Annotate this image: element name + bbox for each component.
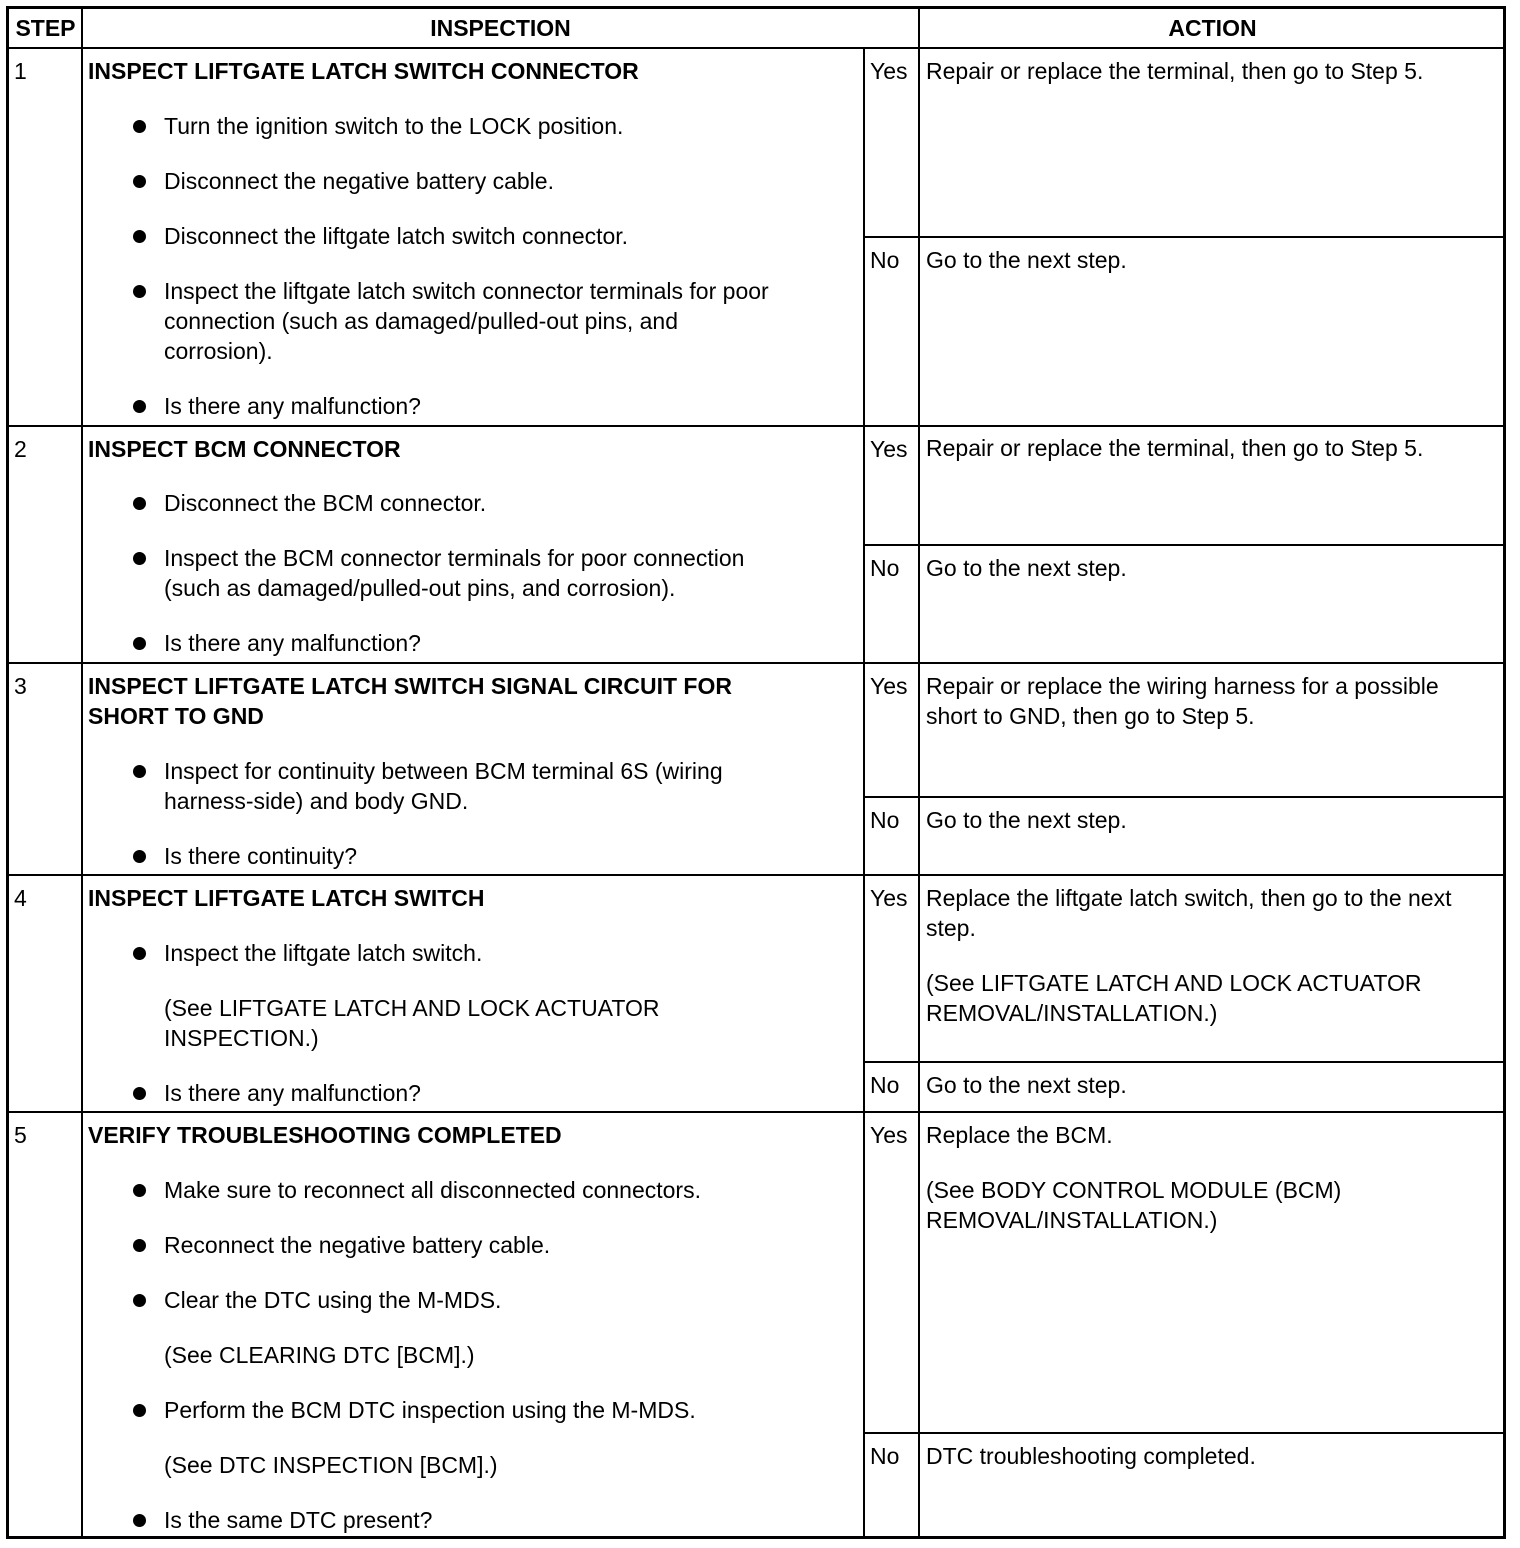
yes-action-text: (See LIFTGATE LATCH AND LOCK ACTUATOR xyxy=(926,970,1422,996)
bullet-icon xyxy=(133,1514,146,1527)
yes-action-text: short to GND, then go to Step 5. xyxy=(926,703,1255,729)
inspection-item: Disconnect the BCM connector. xyxy=(164,490,487,516)
bullet-icon xyxy=(133,1404,146,1417)
inspection-item: Is there any malfunction? xyxy=(164,630,421,656)
yes-action-text: (See BODY CONTROL MODULE (BCM) xyxy=(926,1177,1342,1203)
header-divider xyxy=(9,47,1506,49)
step-row-divider xyxy=(9,874,1506,876)
header-inspection: INSPECTION xyxy=(430,15,571,41)
column-divider-step xyxy=(81,9,83,1538)
reference-note: (See CLEARING DTC [BCM].) xyxy=(164,1342,475,1368)
yes-action-text: Repair or replace the wiring harness for a possible xyxy=(926,673,1439,699)
yes-action-text: REMOVAL/INSTALLATION.) xyxy=(926,1000,1218,1026)
bullet-icon xyxy=(133,1239,146,1252)
no-action-text: Go to the next step. xyxy=(926,247,1127,273)
no-label: No xyxy=(870,807,900,833)
column-divider-action xyxy=(918,9,920,1538)
reference-note: (See LIFTGATE LATCH AND LOCK ACTUATOR xyxy=(164,995,660,1021)
yes-action-text: Replace the BCM. xyxy=(926,1122,1113,1148)
step-title: INSPECT LIFTGATE LATCH SWITCH CONNECTOR xyxy=(88,58,639,84)
bullet-icon xyxy=(133,400,146,413)
reference-note: (See DTC INSPECTION [BCM].) xyxy=(164,1452,498,1478)
inspection-item: harness-side) and body GND. xyxy=(164,788,469,814)
yes-no-divider xyxy=(864,236,1506,238)
step-title: INSPECT LIFTGATE LATCH SWITCH SIGNAL CIRCUIT FOR xyxy=(88,673,732,699)
inspection-item: Is the same DTC present? xyxy=(164,1507,433,1533)
yes-no-divider xyxy=(864,544,1506,546)
step-number: 2 xyxy=(14,436,27,462)
no-label: No xyxy=(870,555,900,581)
step-number: 3 xyxy=(14,673,27,699)
yes-action-text: Replace the liftgate latch switch, then go to the next xyxy=(926,885,1452,911)
inspection-item: Inspect the BCM connector terminals for poor connection xyxy=(164,545,745,571)
no-action-text: Go to the next step. xyxy=(926,555,1127,581)
inspection-item: Make sure to reconnect all disconnected connectors. xyxy=(164,1177,701,1203)
yes-action-text: REMOVAL/INSTALLATION.) xyxy=(926,1207,1218,1233)
step-row-divider xyxy=(9,1111,1506,1113)
yes-action-text: Repair or replace the terminal, then go to Step 5. xyxy=(926,58,1424,84)
step-title: INSPECT LIFTGATE LATCH SWITCH xyxy=(88,885,485,911)
inspection-item: Perform the BCM DTC inspection using the M-MDS. xyxy=(164,1397,696,1423)
bullet-icon xyxy=(133,947,146,960)
header-step: STEP xyxy=(15,15,76,41)
inspection-item: Is there any malfunction? xyxy=(164,1080,421,1106)
yes-label: Yes xyxy=(870,673,908,699)
yes-action-text: step. xyxy=(926,915,976,941)
bullet-icon xyxy=(133,120,146,133)
bullet-icon xyxy=(133,637,146,650)
bullet-icon xyxy=(133,497,146,510)
no-label: No xyxy=(870,1443,900,1469)
no-action-text: Go to the next step. xyxy=(926,807,1127,833)
bullet-icon xyxy=(133,765,146,778)
yes-action-text: Repair or replace the terminal, then go to Step 5. xyxy=(926,435,1424,461)
troubleshooting-table xyxy=(6,6,1506,1539)
inspection-item: corrosion). xyxy=(164,338,273,364)
yes-no-divider xyxy=(864,1432,1506,1434)
no-label: No xyxy=(870,247,900,273)
header-action: ACTION xyxy=(1168,15,1257,41)
inspection-item: Is there continuity? xyxy=(164,843,358,869)
yes-no-divider xyxy=(864,1061,1506,1063)
step-number: 1 xyxy=(14,58,27,84)
no-action-text: DTC troubleshooting completed. xyxy=(926,1443,1256,1469)
inspection-item: Is there any malfunction? xyxy=(164,393,421,419)
bullet-icon xyxy=(133,230,146,243)
inspection-item: Disconnect the negative battery cable. xyxy=(164,168,554,194)
reference-note: INSPECTION.) xyxy=(164,1025,319,1051)
column-divider-yes-no xyxy=(863,48,865,1538)
step-row-divider xyxy=(9,425,1506,427)
inspection-item: Inspect the liftgate latch switch. xyxy=(164,940,483,966)
bullet-icon xyxy=(133,850,146,863)
step-title: INSPECT BCM CONNECTOR xyxy=(88,436,401,462)
no-action-text: Go to the next step. xyxy=(926,1072,1127,1098)
bullet-icon xyxy=(133,175,146,188)
bullet-icon xyxy=(133,552,146,565)
step-title: VERIFY TROUBLESHOOTING COMPLETED xyxy=(88,1122,562,1148)
bullet-icon xyxy=(133,1087,146,1100)
inspection-item: connection (such as damaged/pulled-out pins, and xyxy=(164,308,679,334)
step-number: 4 xyxy=(14,885,27,911)
inspection-item: Clear the DTC using the M-MDS. xyxy=(164,1287,502,1313)
yes-label: Yes xyxy=(870,885,908,911)
step-number: 5 xyxy=(14,1122,27,1148)
yes-no-divider xyxy=(864,796,1506,798)
inspection-item: Inspect the liftgate latch switch connector terminals for poor xyxy=(164,278,769,304)
inspection-item: Reconnect the negative battery cable. xyxy=(164,1232,551,1258)
bullet-icon xyxy=(133,285,146,298)
step-title: SHORT TO GND xyxy=(88,703,264,729)
inspection-item: Inspect for continuity between BCM terminal 6S (wiring xyxy=(164,758,723,784)
no-label: No xyxy=(870,1072,900,1098)
bullet-icon xyxy=(133,1294,146,1307)
inspection-item: (such as damaged/pulled-out pins, and corrosion). xyxy=(164,575,676,601)
yes-label: Yes xyxy=(870,436,908,462)
inspection-item: Turn the ignition switch to the LOCK position. xyxy=(164,113,624,139)
yes-label: Yes xyxy=(870,1122,908,1148)
inspection-item: Disconnect the liftgate latch switch connector. xyxy=(164,223,629,249)
yes-label: Yes xyxy=(870,58,908,84)
bullet-icon xyxy=(133,1184,146,1197)
step-row-divider xyxy=(9,662,1506,664)
